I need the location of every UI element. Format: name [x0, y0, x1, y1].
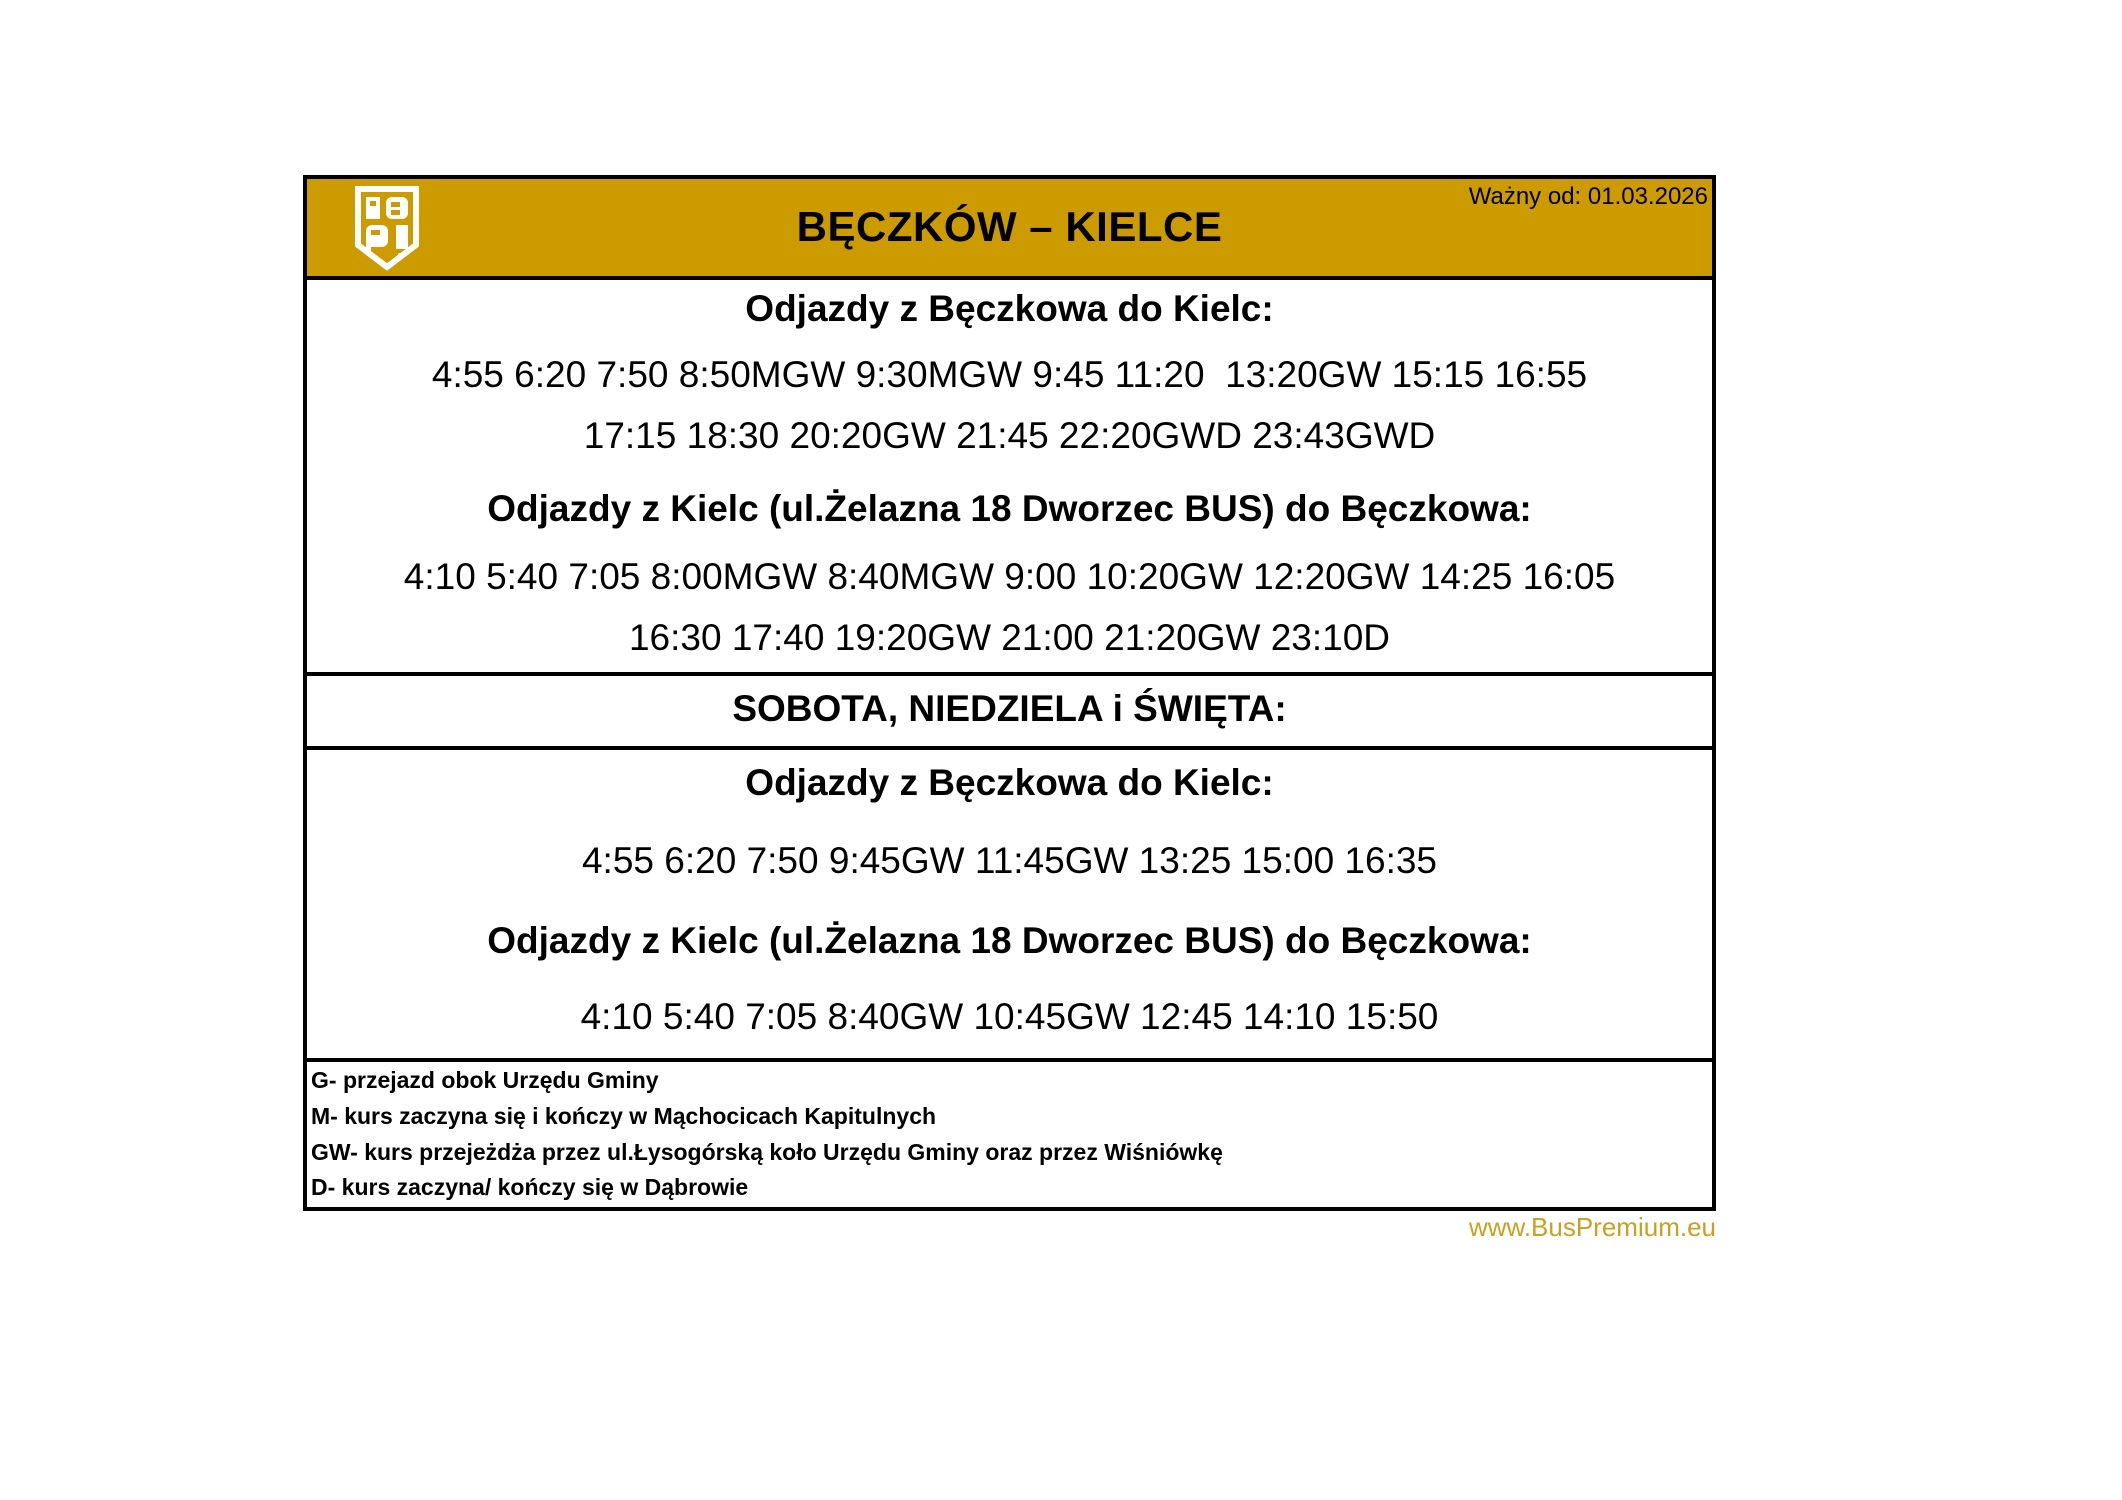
legend-item-g: G- przejazd obok Urzędu Gminy [311, 1067, 659, 1093]
weekend-to-kielce-times: 4:55 6:20 7:50 9:45GW 11:45GW 13:25 15:00 16:35 [581, 840, 1438, 881]
weekday-from-kielce-times-line1: 4:10 5:40 7:05 8:00MGW 8:40MGW 9:00 10:20GW 12:20GW 14:25 16:05 [403, 556, 1616, 597]
valid-from-date: Ważny od: 01.03.2026 [1468, 183, 1708, 210]
weekday-to-kielce-times-line2: 17:15 18:30 20:20GW 21:45 22:20GWD 23:43GWD [583, 415, 1436, 456]
weekend-section [307, 750, 1712, 1062]
legend-item-d: D- kurs zaczyna/ kończy się w Dąbrowie [311, 1174, 749, 1200]
weekend-to-kielce-heading: Odjazdy z Bęczkowa do Kielc: [745, 762, 1274, 803]
weekend-from-kielce-heading: Odjazdy z Kielc (ul.Żelazna 18 Dworzec BUS) do Bęczkowa: [487, 920, 1532, 961]
legend-item-gw: GW- kurs przejeżdża przez ul.Łysogórską koło Urzędu Gminy oraz przez Wiśniówkę [311, 1139, 1223, 1165]
weekend-from-kielce-times: 4:10 5:40 7:05 8:40GW 10:45GW 12:45 14:10 15:50 [580, 996, 1439, 1037]
weekday-from-kielce-times-line2: 16:30 17:40 19:20GW 21:00 21:20GW 23:10D [628, 617, 1391, 658]
weekday-to-kielce-heading: Odjazdy z Bęczkowa do Kielc: [745, 288, 1274, 329]
weekday-from-kielce-heading: Odjazdy z Kielc (ul.Żelazna 18 Dworzec BUS) do Bęczkowa: [487, 488, 1532, 529]
legend-item-m: M- kurs zaczyna się i kończy w Mąchocicach Kapitulnych [311, 1103, 937, 1129]
legend [307, 1062, 1712, 1207]
weekday-section [307, 276, 1712, 676]
timetable [303, 175, 1716, 1211]
route-title: BĘCZKÓW – KIELCE [796, 203, 1223, 250]
weekend-section-heading: SOBOTA, NIEDZIELA i ŚWIĘTA: [732, 688, 1287, 729]
weekend-heading-row [307, 676, 1712, 750]
website-link[interactable]: www.BusPremium.eu [1468, 1212, 1716, 1242]
weekday-to-kielce-times-line1: 4:55 6:20 7:50 8:50MGW 9:30MGW 9:45 11:20 13:20GW 15:15 16:55 [431, 354, 1588, 395]
timetable-header [307, 179, 1712, 280]
